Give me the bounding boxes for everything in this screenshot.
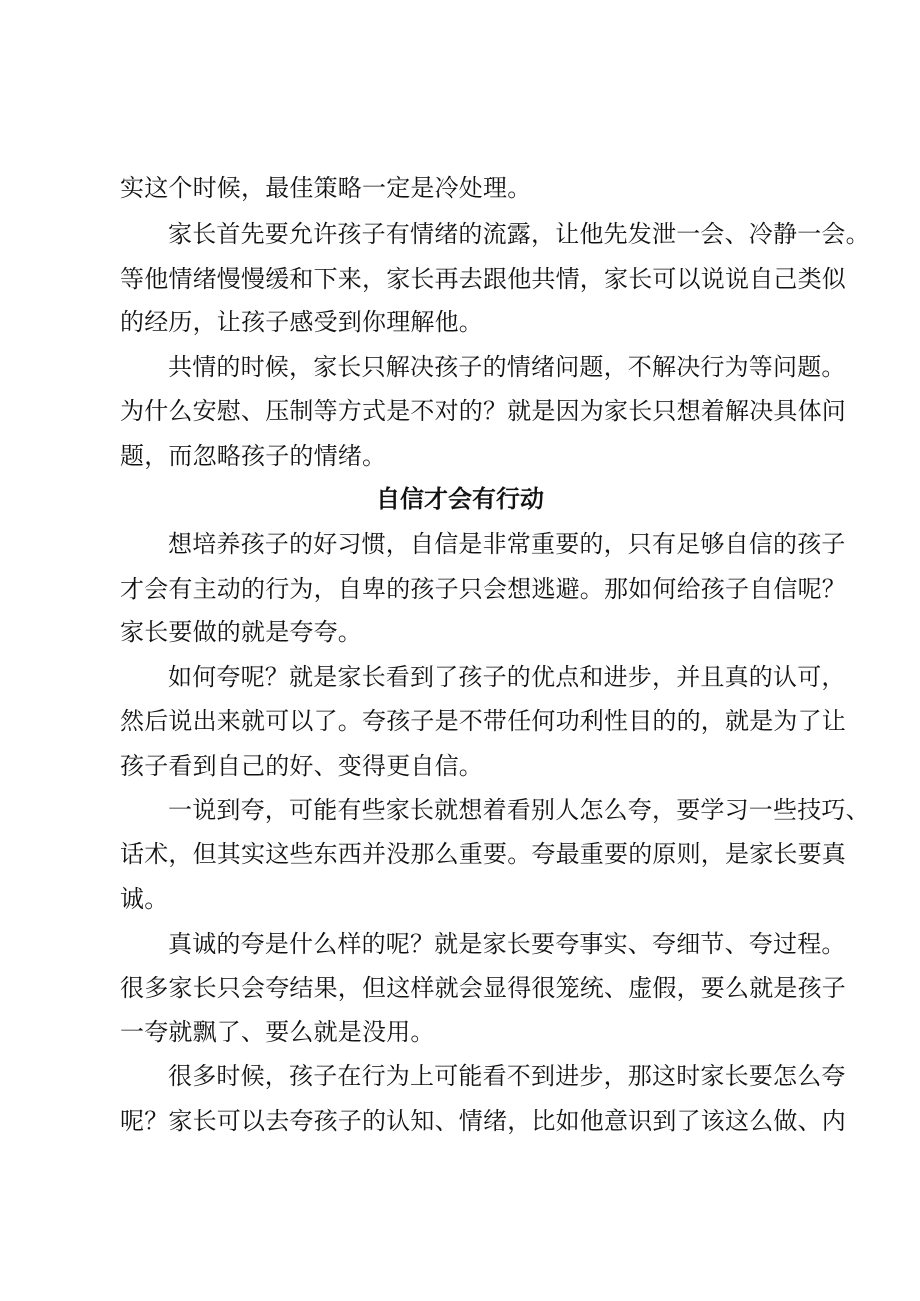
text-line: 呢？家长可以去夸孩子的认知、情绪，比如他意识到了该这么做、内 [120, 1107, 846, 1135]
text-line: 很多家长只会夸结果，但这样就会显得很笼统、虚假，要么就是孩子 [120, 974, 846, 1002]
text-line: 等他情绪慢慢缓和下来，家长再去跟他共情，家长可以说说自己类似 [120, 265, 846, 293]
text-line: 一夸就飘了、要么就是没用。 [120, 1018, 435, 1046]
text-line: 的经历，让孩子感受到你理解他。 [120, 308, 483, 336]
section-heading: 自信才会有行动 [376, 485, 544, 513]
text-line: 孩子看到自己的好、变得更自信。 [120, 752, 483, 780]
text-line: 然后说出来就可以了。夸孩子是不带任何功利性目的的，就是为了让 [120, 707, 846, 735]
text-line: 想培养孩子的好习惯，自信是非常重要的，只有足够自信的孩子 [168, 530, 846, 558]
text-line: 话术，但其实这些东西并没那么重要。夸最重要的原则，是家长要真 [120, 840, 846, 868]
text-line: 共情的时候，家长只解决孩子的情绪问题，不解决行为等问题。 [168, 353, 846, 381]
text-line: 诚。 [120, 885, 169, 913]
text-line: 一说到夸，可能有些家长就想着看别人怎么夸，要学习一些技巧、 [168, 796, 870, 824]
text-line: 家长要做的就是夸夸。 [120, 618, 362, 646]
text-line: 如何夸呢？就是家长看到了孩子的优点和进步，并且真的认可， [168, 663, 846, 691]
text-line: 很多时候，孩子在行为上可能看不到进步，那这时家长要怎么夸 [168, 1062, 846, 1090]
text-line: 才会有主动的行为，自卑的孩子只会想逃避。那如何给孩子自信呢？ [120, 575, 846, 603]
text-line: 实这个时候，最佳策略一定是冷处理。 [120, 174, 532, 202]
text-line: 为什么安慰、压制等方式是不对的？就是因为家长只想着解决具体问 [120, 397, 846, 425]
text-line: 题，而忽略孩子的情绪。 [120, 442, 387, 470]
text-line: 家长首先要允许孩子有情绪的流露，让他先发泄一会、冷静一会。 [168, 220, 870, 248]
text-line: 真诚的夸是什么样的呢？就是家长要夸事实、夸细节、夸过程。 [168, 930, 846, 958]
